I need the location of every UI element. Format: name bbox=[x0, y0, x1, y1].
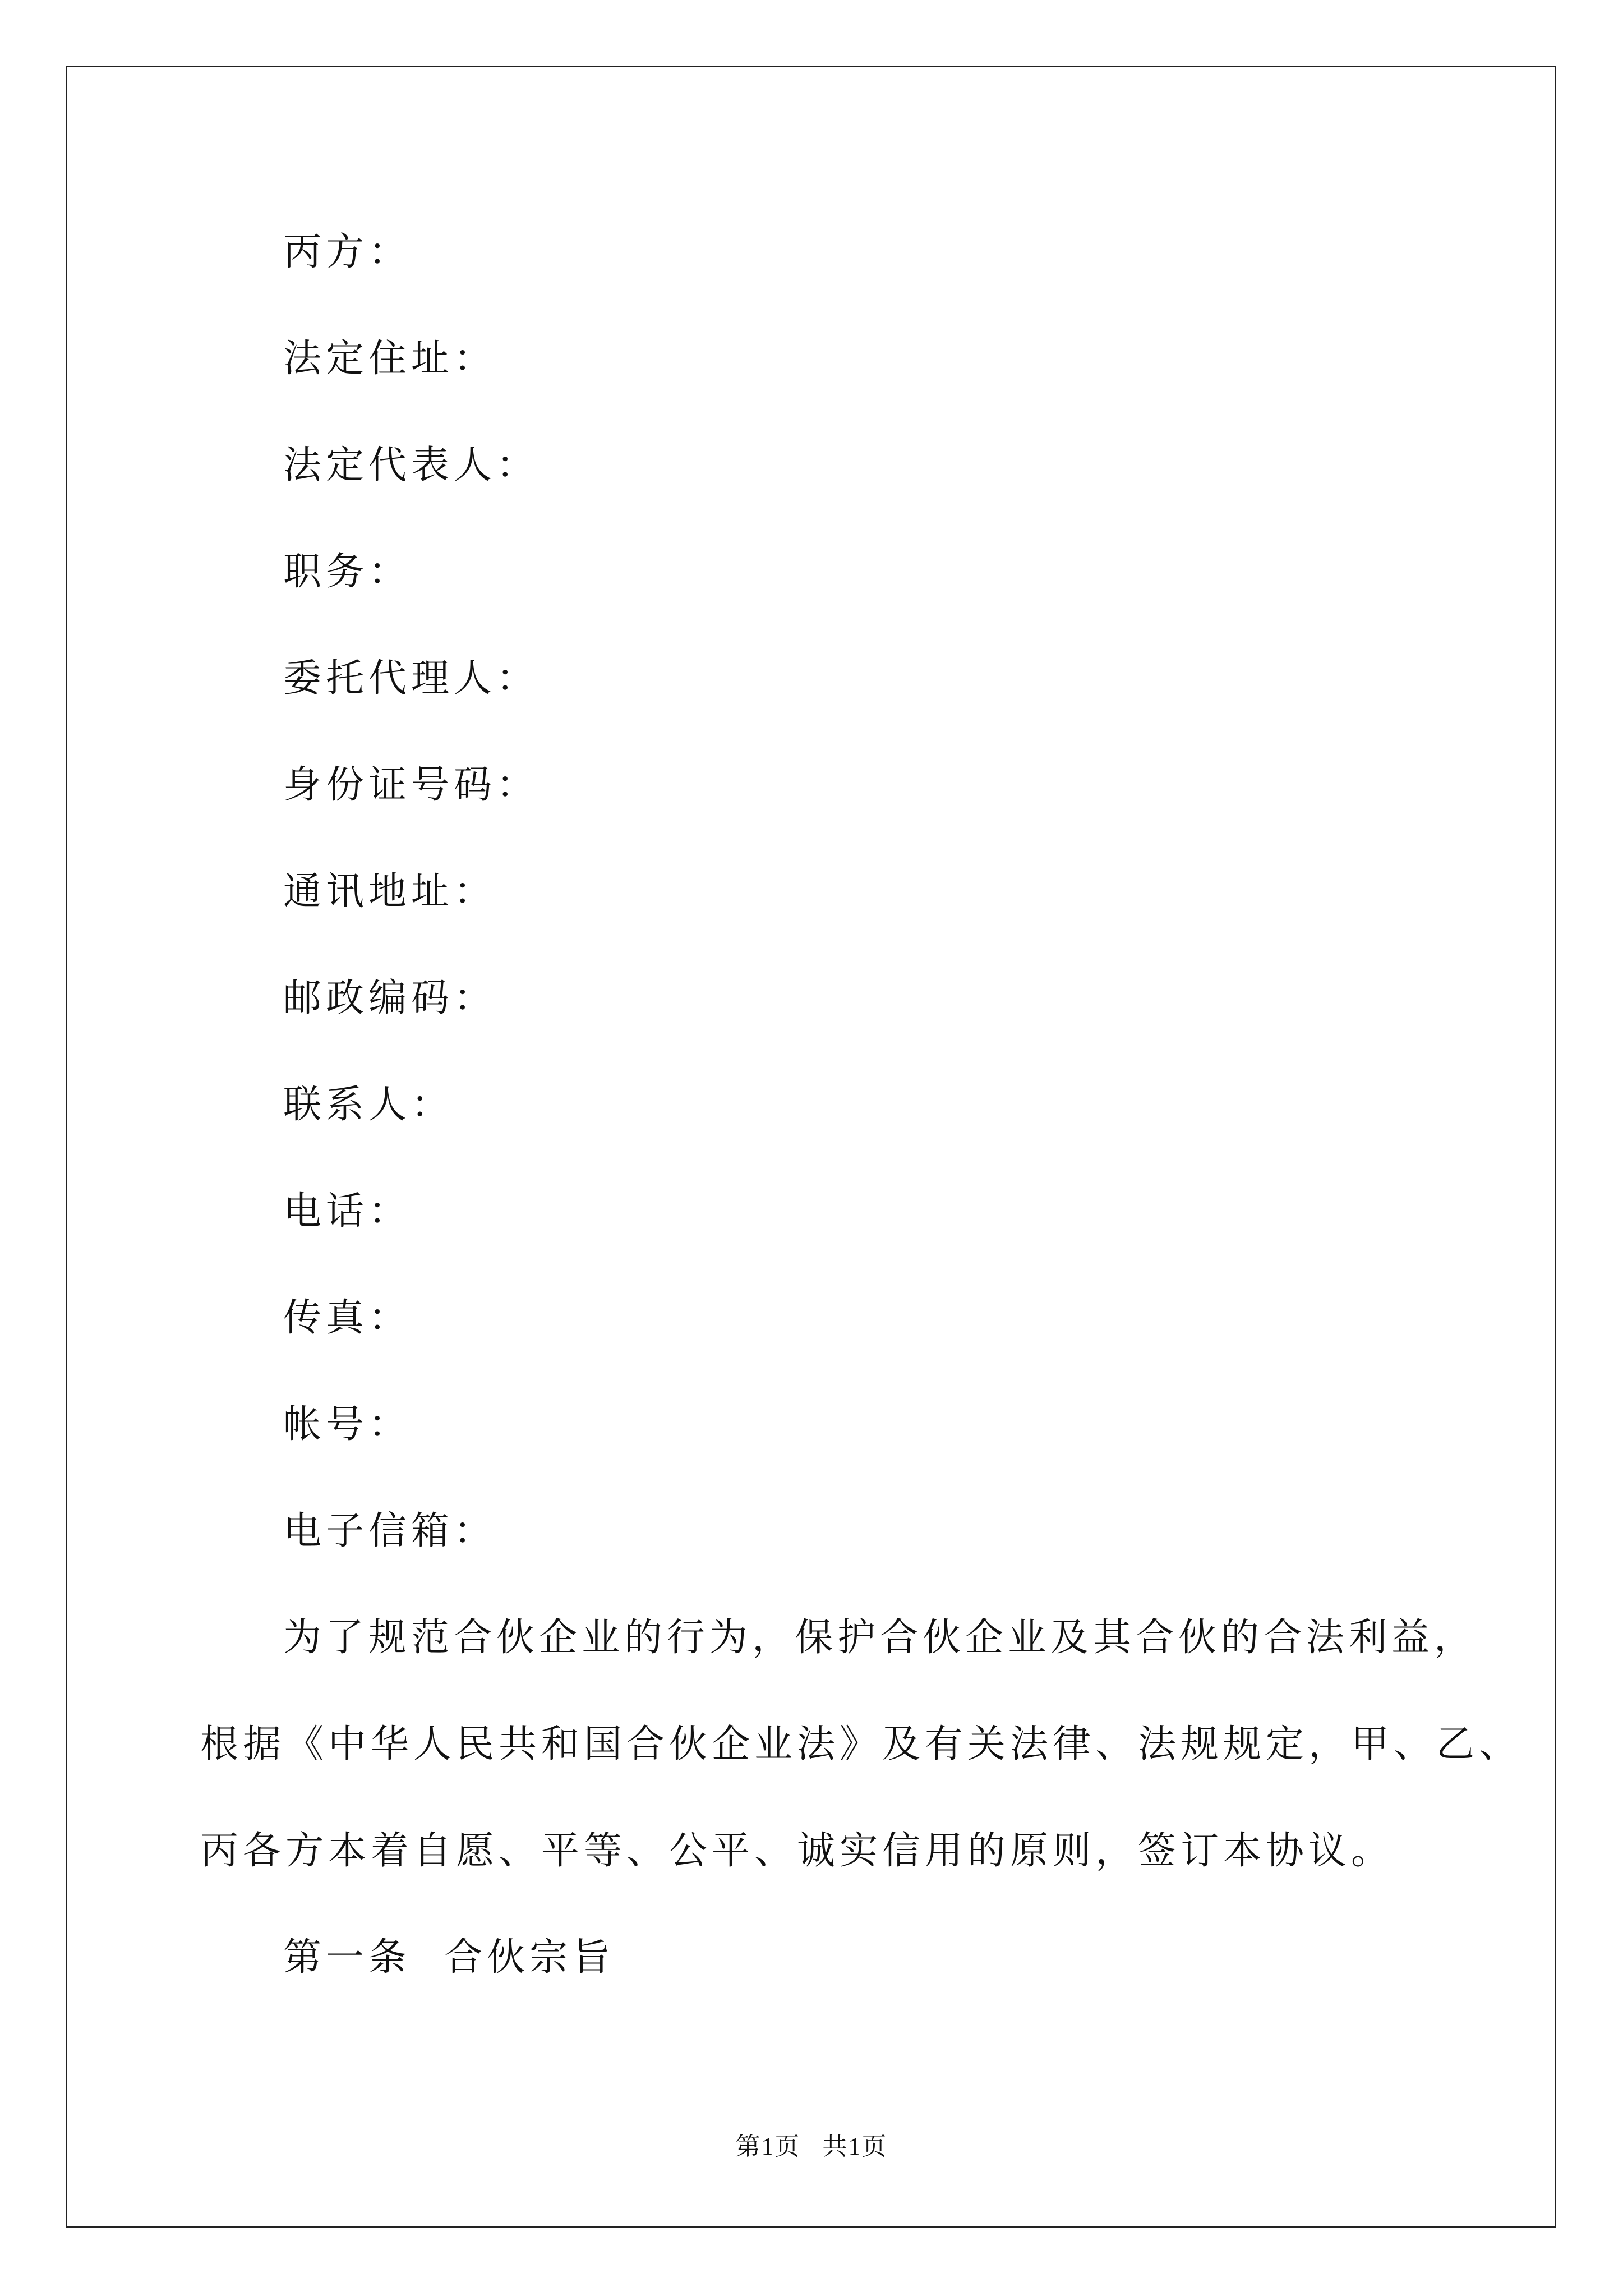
field-contact-person: 联系人： bbox=[283, 1083, 454, 1127]
page-footer: 第1页 共1页 bbox=[735, 2133, 888, 2160]
field-position: 职务： bbox=[283, 550, 412, 594]
field-legal-representative: 法定代表人： bbox=[283, 443, 540, 487]
field-party-c: 丙方： bbox=[283, 230, 412, 274]
field-legal-address: 法定住址： bbox=[283, 337, 497, 381]
page-border bbox=[66, 66, 1556, 2228]
paragraph-line-3: 丙各方本着自愿、平等、公平、诚实信用的原则，签订本协议。 bbox=[200, 1829, 1394, 1873]
field-mailing-address: 通讯地址： bbox=[283, 869, 497, 914]
field-account-number: 帐号： bbox=[283, 1402, 412, 1447]
field-telephone: 电话： bbox=[283, 1189, 412, 1234]
field-postal-code: 邮政编码： bbox=[283, 976, 497, 1020]
paragraph-line-1: 为了规范合伙企业的行为，保护合伙企业及其合伙的合法利益， bbox=[283, 1616, 1477, 1660]
paragraph-line-2: 根据《中华人民共和国合伙企业法》及有关法律、法规规定，甲、乙、 bbox=[200, 1722, 1522, 1766]
article-heading: 第一条 合伙宗旨 bbox=[283, 1935, 615, 1980]
field-id-number: 身份证号码： bbox=[283, 763, 540, 807]
field-authorized-agent: 委托代理人： bbox=[283, 656, 540, 701]
field-fax: 传真： bbox=[283, 1296, 412, 1340]
field-email: 电子信箱： bbox=[283, 1509, 497, 1553]
